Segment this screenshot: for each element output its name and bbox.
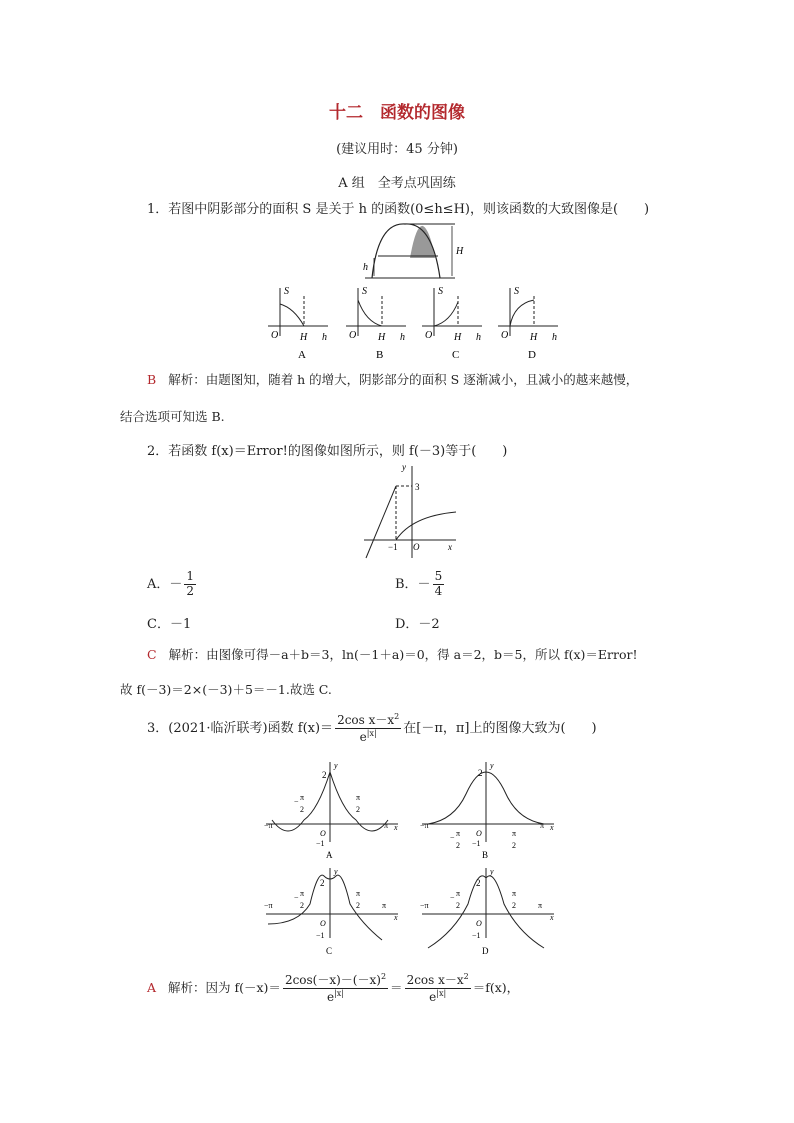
q1-option-a: A — [298, 349, 306, 361]
svg-text:−1: −1 — [472, 931, 481, 940]
svg-text:π: π — [356, 889, 361, 898]
q1-b-H: H — [378, 332, 386, 343]
svg-text:O: O — [476, 829, 482, 838]
svg-text:2: 2 — [456, 841, 460, 850]
q3-graph-b — [420, 761, 554, 860]
svg-text:−π: −π — [420, 821, 429, 830]
q3-option-a: A — [326, 850, 333, 860]
svg-text:−π: −π — [264, 821, 273, 830]
q1-d-S: S — [514, 286, 519, 297]
q1-analysis-line1: 解析：由题图知，随着 h 的增大，阴影部分的面积 S 逐渐减小，且减小的越来越慢， — [168, 372, 639, 387]
svg-text:2: 2 — [320, 878, 325, 888]
q1-analysis — [147, 370, 638, 388]
svg-text:π: π — [384, 821, 389, 830]
svg-text:−: − — [450, 833, 455, 842]
q3-answer-key: A — [147, 979, 157, 995]
q2-analysis-line1: 解析：由图像可得－a＋b＝3，ln(－1＋a)＝0，得 a＝2，b＝5，所以 f(x)＝Error! — [168, 647, 638, 662]
svg-text:π: π — [300, 793, 305, 802]
svg-text:−1: −1 — [316, 839, 325, 848]
q1-shaded-figure — [360, 220, 470, 282]
svg-text:y: y — [490, 867, 494, 876]
q1-label-H: H — [456, 246, 464, 257]
q2-label-x: x — [448, 542, 452, 552]
q1-option-graphs — [262, 284, 562, 362]
svg-text:2: 2 — [512, 841, 516, 850]
svg-text:π: π — [512, 829, 517, 838]
q2-option-a: A．－ $\frac{1}{2}$ — [147, 569, 195, 598]
q1-b-h: h — [400, 332, 405, 343]
q1-a-S: S — [284, 286, 289, 297]
svg-text:x: x — [394, 823, 398, 832]
svg-text:2: 2 — [456, 901, 460, 910]
svg-text:−1: −1 — [316, 931, 325, 940]
q1-answer-key: B — [147, 372, 157, 387]
q3-graph-c — [264, 867, 398, 956]
svg-text:x: x — [550, 823, 554, 832]
q1-graph-d — [498, 286, 558, 361]
q2-answer-key: C — [147, 647, 157, 662]
svg-text:2: 2 — [356, 901, 360, 910]
q1-graph-a — [268, 286, 328, 361]
svg-text:−1: −1 — [472, 839, 481, 848]
q1-b-O: O — [349, 330, 357, 341]
q3-option-graphs — [258, 758, 558, 968]
svg-text:π: π — [540, 821, 545, 830]
q2-analysis — [147, 645, 637, 663]
q3-graph-a — [264, 761, 398, 860]
q1-d-H: H — [530, 332, 538, 343]
q1-a-O: O — [271, 330, 279, 341]
svg-text:2: 2 — [300, 805, 304, 814]
time-hint: (建议用时：45 分钟) — [336, 142, 458, 157]
svg-text:x: x — [394, 913, 398, 922]
q2-option-d: D．－2 — [395, 617, 440, 632]
q2-graph — [360, 460, 460, 560]
svg-text:2: 2 — [512, 901, 516, 910]
q1-b-S: S — [362, 286, 367, 297]
q1-graph-c — [422, 286, 482, 361]
svg-text:π: π — [456, 889, 461, 898]
svg-text:π: π — [538, 901, 543, 910]
q2-label-minus1: −1 — [388, 542, 398, 552]
q2-option-b: B．－ $\frac{5}{4}$ — [395, 569, 443, 598]
svg-text:π: π — [382, 901, 387, 910]
svg-text:−: − — [294, 797, 299, 806]
q3-option-d: D — [482, 946, 489, 956]
question-3-text: 3．(2021·临沂联考)函数 f(x)＝ $\frac{2\cos x-x^2}{e^{|x|}}$ 在[－π，π]上的图像大致为( ) — [147, 712, 597, 744]
q2-analysis-line2: 故 f(－3)＝2×(－3)＋5＝－1.故选 C. — [120, 682, 332, 697]
svg-text:y: y — [334, 867, 338, 876]
svg-text:2: 2 — [476, 878, 481, 888]
q1-option-c: C — [452, 349, 460, 361]
q3-option-b: B — [482, 850, 489, 860]
q1-c-h: h — [476, 332, 481, 343]
svg-text:π: π — [512, 889, 517, 898]
q1-c-O: O — [425, 330, 433, 341]
q1-analysis-line2: 结合选项可知选 B. — [120, 409, 225, 424]
svg-text:−: − — [294, 893, 299, 902]
q3-option-c: C — [326, 946, 333, 956]
svg-text:y: y — [490, 761, 494, 770]
q2-label-O: O — [413, 542, 420, 552]
svg-text:2: 2 — [478, 768, 483, 778]
q1-a-H: H — [300, 332, 308, 343]
question-1-text: 1．若图中阴影部分的面积 S 是关于 h 的函数(0≤h≤H)，则该函数的大致图像是( ) — [147, 202, 650, 217]
q1-label-h: h — [363, 262, 368, 273]
q1-option-d: D — [528, 349, 536, 361]
svg-text:2: 2 — [356, 805, 360, 814]
q1-d-O: O — [501, 330, 509, 341]
question-2-text: 2．若函数 f(x)＝Error!的图像如图所示，则 f(－3)等于( ) — [147, 444, 508, 459]
svg-text:2: 2 — [300, 901, 304, 910]
q1-a-h: h — [322, 332, 327, 343]
q2-label-3: 3 — [415, 482, 420, 492]
svg-text:−π: −π — [264, 901, 273, 910]
q3-graph-d — [420, 867, 554, 956]
svg-text:2: 2 — [322, 770, 327, 780]
q2-label-y: y — [402, 462, 406, 472]
svg-text:O: O — [476, 919, 482, 928]
q1-option-b: B — [376, 349, 384, 361]
svg-text:π: π — [356, 793, 361, 802]
page-title: 十二 函数的图像 — [329, 103, 465, 123]
svg-text:O: O — [320, 919, 326, 928]
svg-text:−: − — [450, 893, 455, 902]
svg-text:x: x — [550, 913, 554, 922]
q3-analysis: A 解析：因为 f(－x)＝ $\frac{2\cos(-x)-(-x)^2}{e^{|x|}}$ ＝ $\frac{2\cos x-x^2}{e^{|x|}}$ ＝f(x)， — [147, 972, 520, 1004]
svg-text:π: π — [456, 829, 461, 838]
q1-c-H: H — [454, 332, 462, 343]
svg-text:π: π — [300, 889, 305, 898]
group-heading: A 组 全考点巩固练 — [338, 176, 456, 191]
q1-graph-b — [346, 286, 406, 361]
svg-text:−π: −π — [420, 901, 429, 910]
q2-option-c: C．－1 — [147, 617, 192, 632]
q1-c-S: S — [438, 286, 443, 297]
svg-text:y: y — [334, 761, 338, 770]
svg-text:O: O — [320, 829, 326, 838]
q1-d-h: h — [552, 332, 557, 343]
